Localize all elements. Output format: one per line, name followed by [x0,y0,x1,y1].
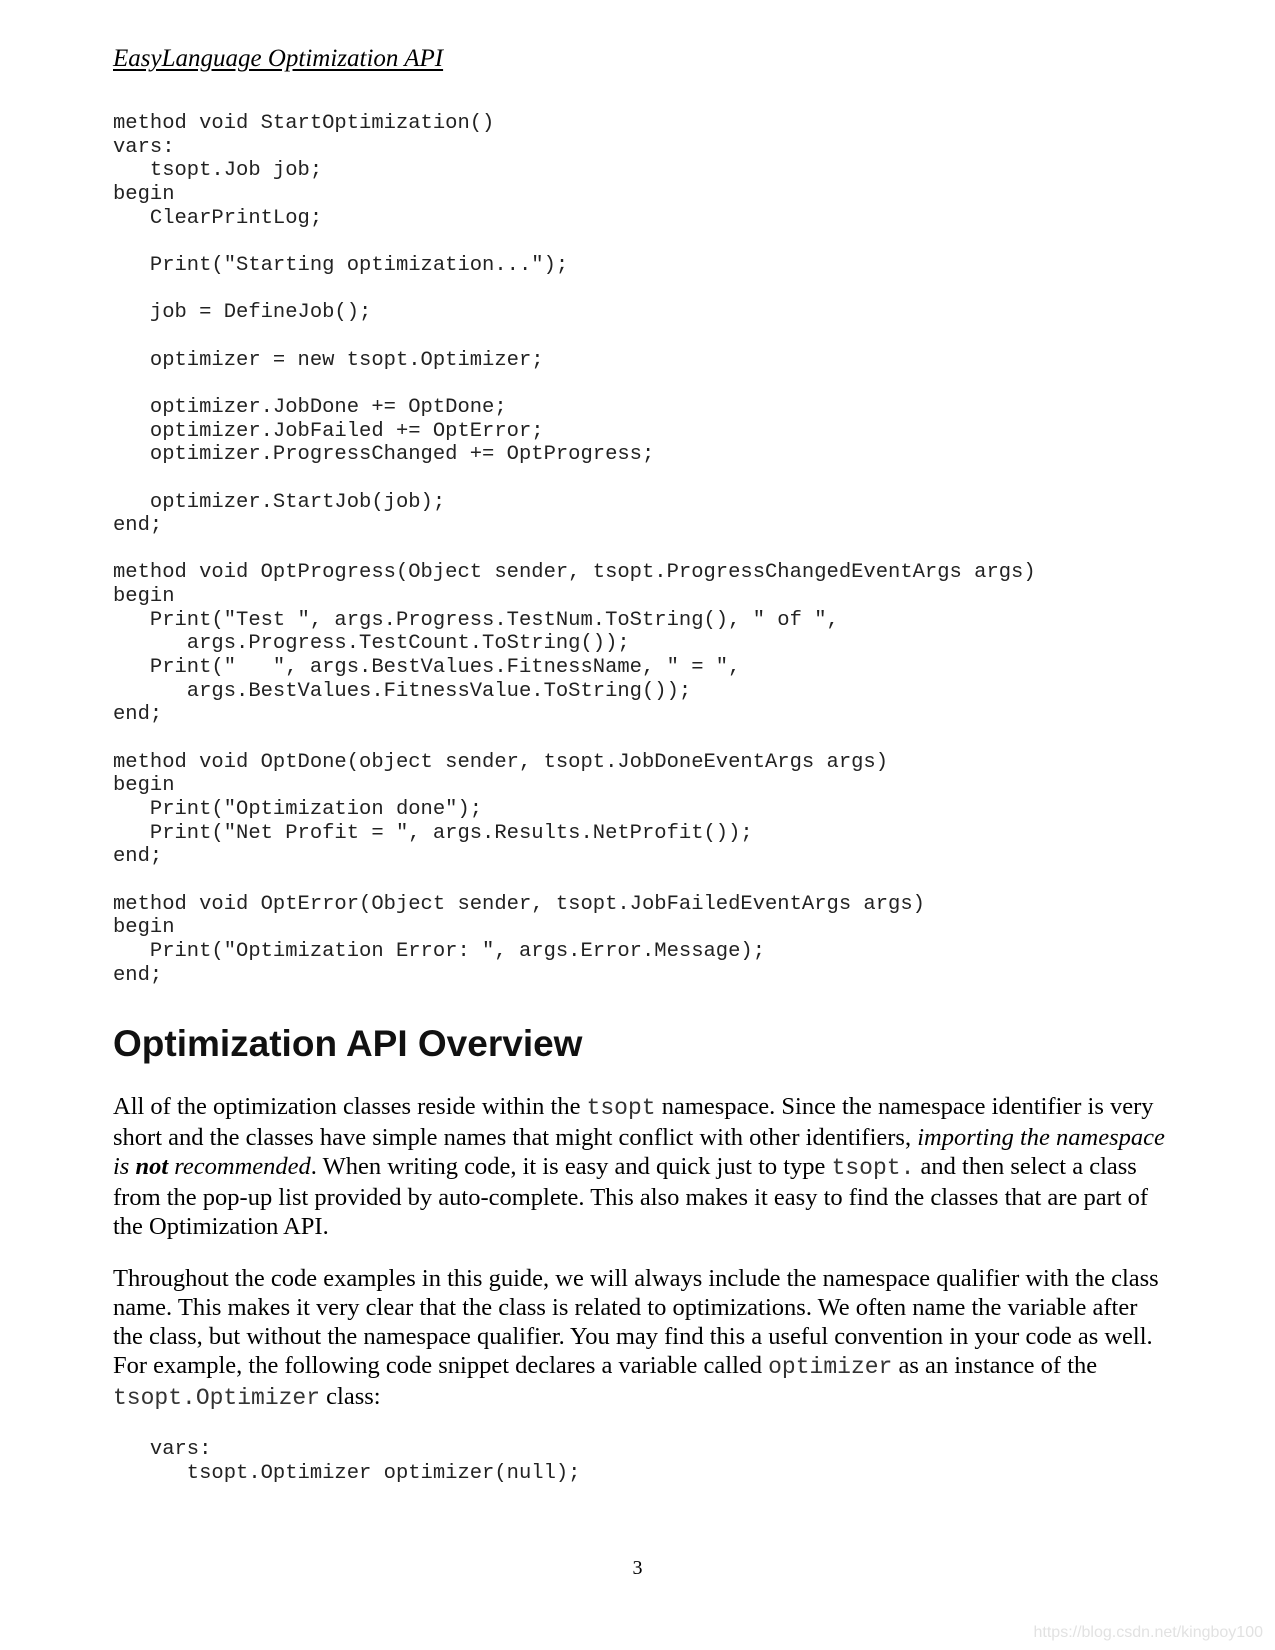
paragraph-text: . When writing code, it is easy and quick just to type [310,1153,832,1180]
page-header-title: EasyLanguage Optimization API [113,45,444,72]
watermark: https://blog.csdn.net/kingboy100 [1033,1624,1263,1641]
overview-paragraph-2 [113,1264,1173,1413]
code-listing: method void StartOptimization() vars: tsopt.Job job; begin ClearPrintLog; Print("Starting optimization..."); job = DefineJob(); optimizer = new tsopt.Optimizer; optimizer.JobDone += OptDone; optimizer.JobFailed += OptError; optimizer.ProgressChanged += OptProgress; optimizer.StartJob(job); end; method void OptProgress(Object sender, tsopt.ProgressChangedEventArgs args) begin Print("Test ", args.Progress.TestNum.ToString(), " of ", args.Progress.TestCount.ToString()); Print(" ", args.BestValues.FitnessName, " = ", args.BestValues.FitnessValue.ToString()); end; method void OptDone(object sender, tsopt.JobDoneEventArgs args) begin Print("Optimization done"); Print("Net Profit = ", args.Results.NetProfit()); end; method void OptError(Object sender, tsopt.JobFailedEventArgs args) begin Print("Optimization Error: ", args.Error.Message); end; [113,112,1036,987]
inline-code-variable: optimizer [768,1354,893,1380]
paragraph-text: namespace. Since the namespace identifier is very short and the classes have simple names that might conflict with other identifiers, [113,1093,1154,1151]
inline-code-namespace: tsopt [586,1095,656,1121]
paragraph-text: class: [320,1383,381,1410]
section-heading: Optimization API Overview [113,1023,583,1064]
page-number: 3 [632,1557,643,1579]
overview-paragraph-1 [113,1092,1173,1241]
emphasis-part: importing the namespace is [113,1124,1165,1180]
emphasis-part: recommended [168,1153,311,1180]
paragraph-text: as an instance of the [892,1352,1098,1379]
paragraph-text: and then select a class from the pop-up list provided by auto-complete. This also makes it easy to find the classes that are part of the Optimization API. [113,1153,1149,1240]
emphasis-bold-not: not [135,1153,169,1180]
inline-code-prefix: tsopt. [831,1155,915,1181]
inline-code-class: tsopt.Optimizer [113,1385,321,1411]
paragraph-text: All of the optimization classes reside within the [113,1093,587,1120]
code-snippet: vars: tsopt.Optimizer optimizer(null); [149,1438,581,1485]
paragraph-text: Throughout the code examples in this guide, we will always include the namespace qualifier with the class name. This makes it very clear that the class is related to optimizations. We often name the variable after the class, but without the namespace qualifier. You may find this a useful convention in your code as well. For example, the following code snippet declares a variable called [113,1265,1159,1379]
